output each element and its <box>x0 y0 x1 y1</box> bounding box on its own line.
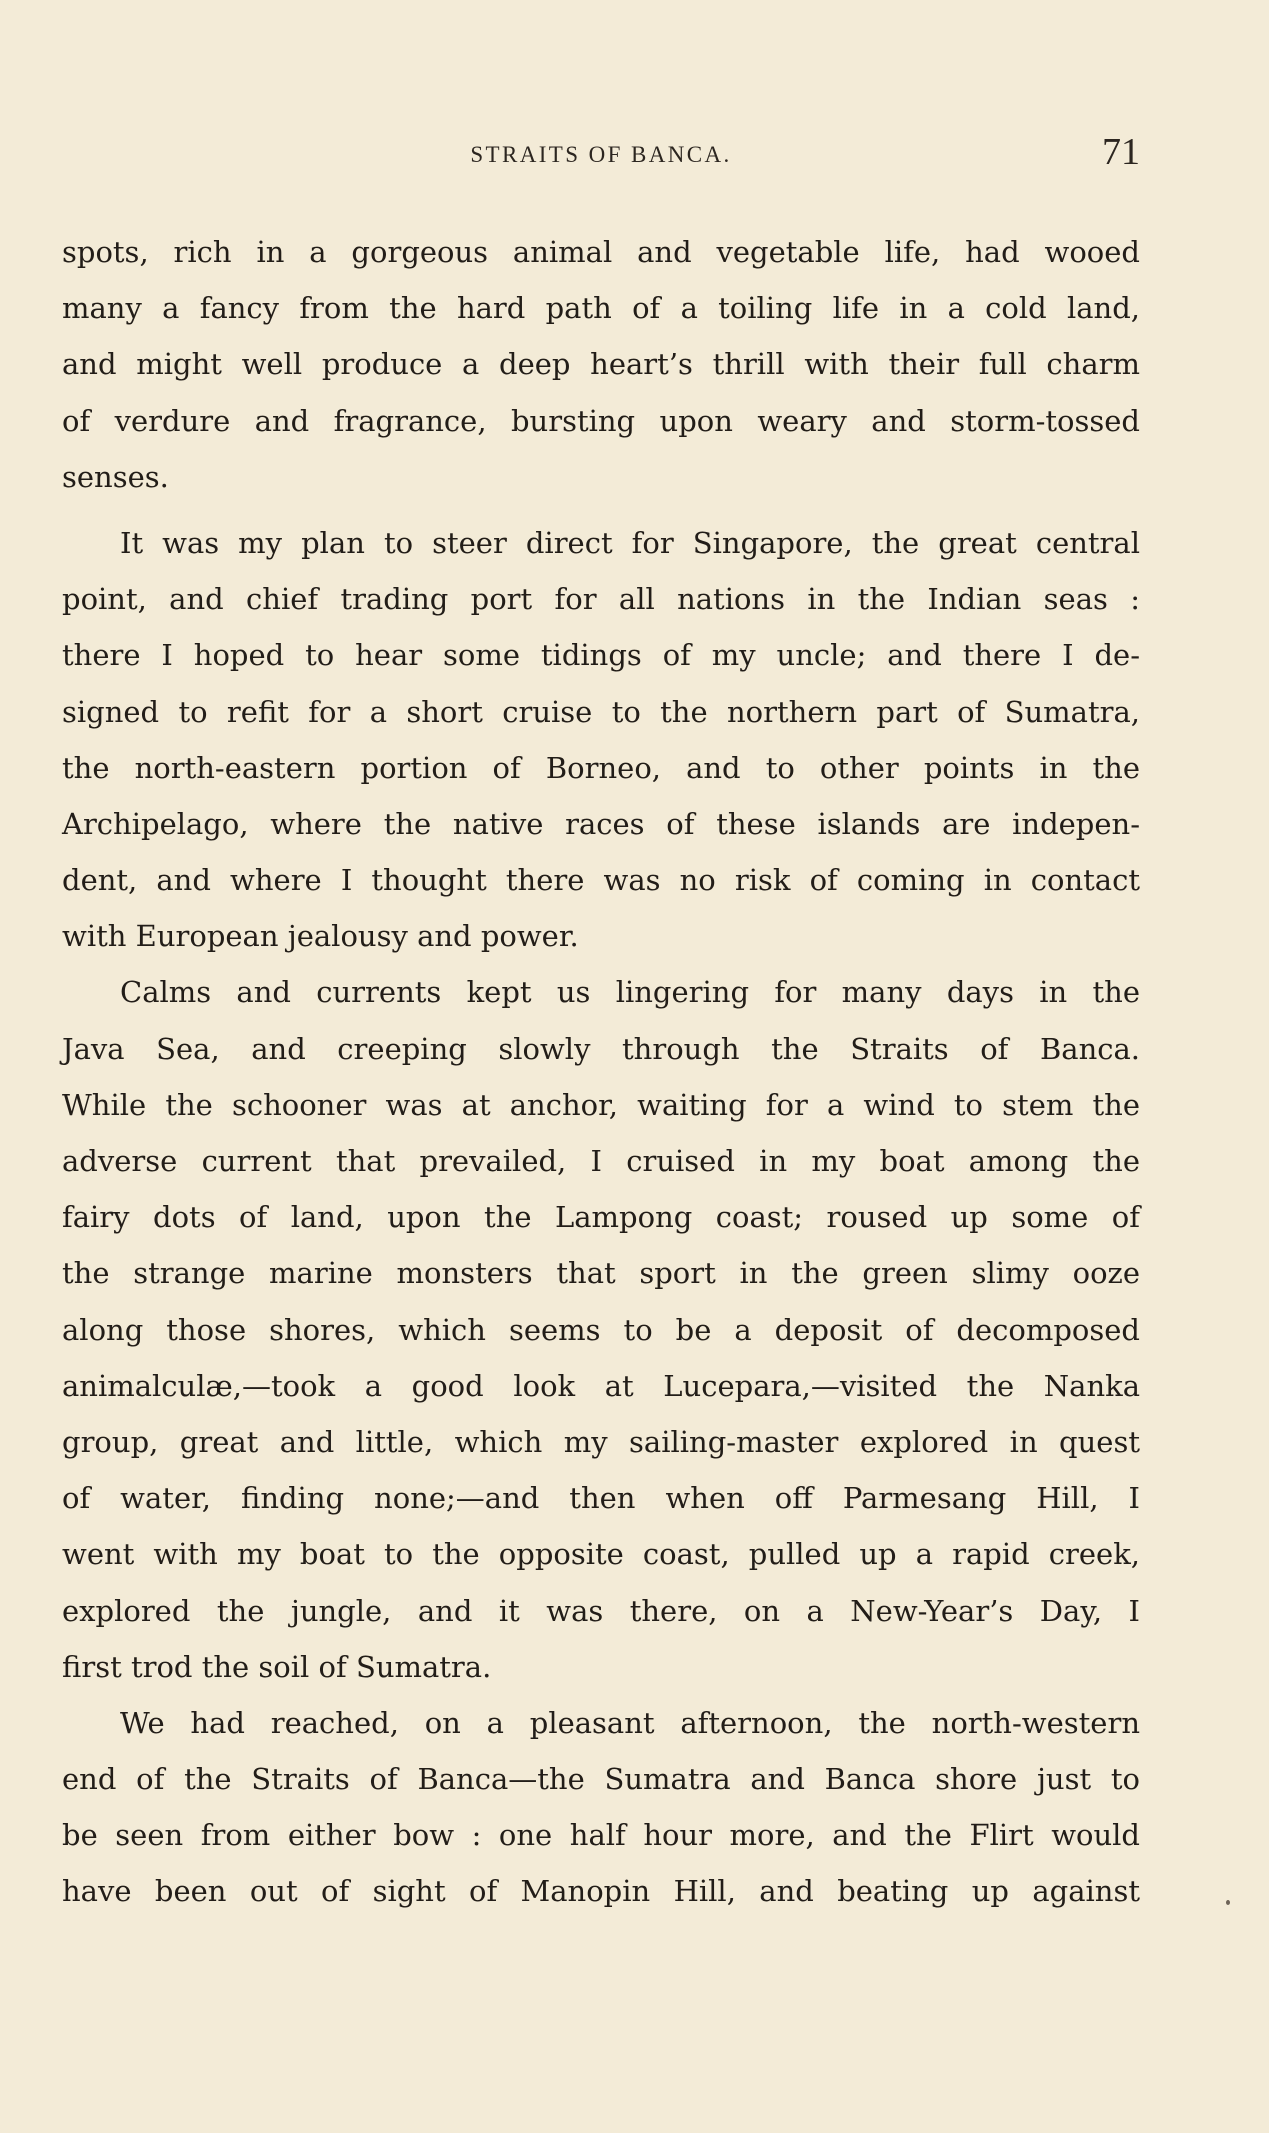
paragraph-gap <box>62 505 1140 515</box>
body-text <box>62 224 1140 1920</box>
paragraph <box>62 224 1140 505</box>
text-line: first trod the soil of Sumatra. <box>62 1649 492 1684</box>
text-line: the north-eastern portion of Borneo, and to other points in the <box>62 750 1140 785</box>
text-line: end of the Straits of Banca—the Sumatra and Banca shore just to <box>62 1762 1140 1797</box>
text-line: with European jealousy and power. <box>62 919 579 954</box>
text-line: adverse current that prevailed, I cruised in my boat among the <box>62 1144 1140 1178</box>
text-line: along those shores, which seems to be a deposit of decomposed <box>62 1312 1140 1347</box>
text-line: senses. <box>62 459 169 494</box>
text-line: dent, and where I thought there was no risk of coming in contact <box>62 863 1140 898</box>
paragraph <box>62 964 1140 1694</box>
text-line: animalculæ,—took a good look at Lucepara,—visited the Nanka <box>62 1368 1140 1403</box>
text-line: of verdure and fragrance, bursting upon weary and storm-tossed <box>62 403 1140 438</box>
text-line: While the schooner was at anchor, waiting for a wind to stem the <box>62 1087 1140 1122</box>
text-line: have been out of sight of Manopin Hill, and beating up against <box>62 1874 1140 1909</box>
running-head <box>62 130 1140 176</box>
text-line: the strange marine monsters that sport in the green slimy ooze <box>62 1256 1140 1291</box>
text-line: Java Sea, and creeping slowly through the Straits of Banca. <box>62 1031 1140 1066</box>
text-line: We had reached, on a pleasant afternoon, the north-western <box>120 1705 1140 1740</box>
text-line: point, and chief trading port for all nations in the Indian seas : <box>62 582 1140 617</box>
text-line: many a fancy from the hard path of a toiling life in a cold land, <box>62 291 1140 326</box>
text-line: there I hoped to hear some tidings of my uncle; and there I de- <box>62 638 1140 673</box>
text-line: of water, finding none;—and then when off Parmesang Hill, I <box>62 1481 1140 1516</box>
text-line: signed to refit for a short cruise to the northern part of Sumatra, <box>62 694 1140 729</box>
text-line: fairy dots of land, upon the Lampong coast; roused up some of <box>62 1200 1140 1235</box>
text-line: explored the jungle, and it was there, on a New-Year’s Day, I <box>62 1593 1140 1628</box>
text-line: and might well produce a deep heart’s thrill with their full charm <box>62 347 1140 382</box>
ink-speck <box>1226 1900 1230 1905</box>
text-line: Calms and currents kept us lingering for many days in the <box>120 975 1140 1010</box>
paragraph <box>62 1695 1140 1920</box>
paragraph <box>62 515 1140 965</box>
text-line: spots, rich in a gorgeous animal and vegetable life, had wooed <box>62 235 1140 269</box>
running-title: STRAITS OF BANCA. <box>470 142 732 167</box>
text-line: It was my plan to steer direct for Singapore, the great central <box>120 525 1140 560</box>
text-line: Archipelago, where the native races of these islands are indepen- <box>62 806 1140 841</box>
text-line: group, great and little, which my sailing-master explored in quest <box>62 1424 1140 1459</box>
text-line: went with my boat to the opposite coast, pulled up a rapid creek, <box>62 1537 1140 1572</box>
text-line: be seen from either bow : one half hour more, and the Flirt would <box>62 1818 1140 1853</box>
page-number: 71 <box>1102 131 1140 173</box>
